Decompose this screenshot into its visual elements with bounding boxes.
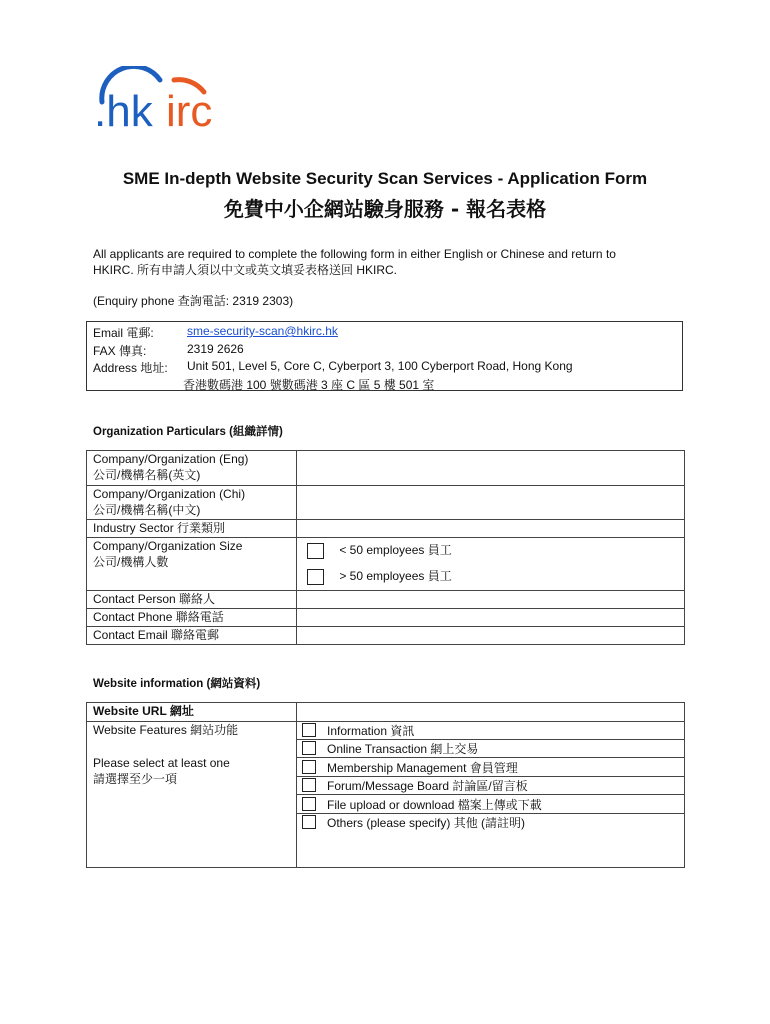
feature-membership-checkbox[interactable] (302, 760, 316, 774)
feature-online-transaction-checkbox[interactable] (302, 741, 316, 755)
website-table (86, 702, 685, 868)
feature-row[interactable] (297, 740, 684, 758)
logo-text-irc: irc (166, 87, 213, 136)
address-line-2: 香港數碼港 100 號數碼港 3 座 C 區 5 樓 501 室 (183, 378, 435, 392)
intro-line-1: All applicants are required to complete the following form in either English or Chinese and return to (93, 247, 616, 261)
feature-row[interactable] (297, 814, 684, 832)
company-eng-label-en: Company/Organization (Eng) (93, 452, 249, 466)
feature-row[interactable] (297, 796, 684, 814)
hkirc-logo (92, 66, 242, 138)
size-options-cell (297, 538, 685, 591)
contact-person-label: Contact Person 聯絡人 (87, 591, 297, 609)
contact-info-box (86, 321, 683, 391)
feature-information-checkbox[interactable] (302, 723, 316, 737)
size-option-small[interactable] (307, 542, 452, 559)
industry-field[interactable] (297, 520, 685, 538)
size-option-large-label: > 50 employees 員工 (339, 569, 452, 583)
industry-label: Industry Sector 行業類別 (87, 520, 297, 538)
company-chi-field[interactable] (297, 486, 685, 520)
website-url-field[interactable] (297, 703, 685, 722)
organization-table (86, 450, 685, 645)
size-label-en: Company/Organization Size (93, 539, 243, 553)
feature-others-checkbox[interactable] (302, 815, 316, 829)
address-line-1: Unit 501, Level 5, Core C, Cyberport 3, 100 Cyberport Road, Hong Kong (187, 359, 573, 373)
company-chi-label-zh: 公司/機構名稱(中文) (93, 503, 201, 517)
intro-line-2: HKIRC. 所有申請人須以中文或英文填妥表格送回 HKIRC. (93, 263, 398, 277)
feature-forum-checkbox[interactable] (302, 778, 316, 792)
intro-text (93, 246, 683, 278)
feature-file-checkbox[interactable] (302, 797, 316, 811)
contact-phone-label: Contact Phone 聯絡電話 (87, 609, 297, 627)
size-large-checkbox[interactable] (307, 569, 324, 585)
feature-others-label: Others (please specify) 其他 (請註明) (327, 816, 526, 830)
select-note-en: Please select at least one (93, 756, 230, 770)
form-title-chinese: 免費中小企網站驗身服務 - 報名表格 (223, 197, 547, 221)
contact-email-label: Contact Email 聯絡電郵 (87, 627, 297, 645)
company-eng-field[interactable] (297, 451, 685, 486)
website-features-label: Website Features 網站功能 (93, 723, 239, 737)
contact-email-field[interactable] (297, 627, 685, 645)
organization-section-title: Organization Particulars (組織詳情) (93, 426, 283, 438)
website-features-cell (297, 722, 685, 868)
size-option-large[interactable] (307, 568, 452, 585)
email-link[interactable]: sme-security-scan@hkirc.hk (187, 324, 338, 338)
feature-membership-label: Membership Management 會員管理 (327, 761, 518, 775)
feature-online-transaction-label: Online Transaction 網上交易 (327, 742, 479, 756)
feature-row[interactable] (297, 759, 684, 777)
contact-phone-field[interactable] (297, 609, 685, 627)
logo-text-hk: .hk (94, 87, 153, 136)
feature-file-label: File upload or download 檔案上傳或下載 (327, 798, 542, 812)
size-small-checkbox[interactable] (307, 543, 324, 559)
feature-forum-label: Forum/Message Board 討論區/留言板 (327, 779, 528, 793)
select-note-zh: 請選擇至少一項 (93, 772, 178, 786)
company-chi-label-en: Company/Organization (Chi) (93, 487, 246, 501)
fax-value: 2319 2626 (187, 342, 244, 356)
feature-information-label: Information 資訊 (327, 724, 415, 738)
fax-label: FAX 傳真: (93, 344, 147, 358)
email-label: Email 電郵: (93, 326, 154, 340)
contact-person-field[interactable] (297, 591, 685, 609)
form-title-english: SME In-depth Website Security Scan Services - Application Form (122, 169, 648, 188)
address-label: Address 地址: (93, 361, 168, 375)
company-chi-label (87, 486, 297, 520)
feature-row[interactable] (297, 777, 684, 795)
website-features-label-cell (87, 722, 297, 868)
company-eng-label-zh: 公司/機構名稱(英文) (93, 468, 201, 482)
enquiry-phone: (Enquiry phone 查詢電話: 2319 2303) (93, 294, 294, 308)
size-option-small-label: < 50 employees 員工 (339, 543, 452, 557)
website-url-label: Website URL 網址 (87, 703, 297, 722)
company-eng-label (87, 451, 297, 486)
size-label-zh: 公司/機構人數 (93, 555, 169, 569)
website-section-title: Website information (網站資料) (93, 678, 261, 690)
size-label (87, 538, 297, 591)
feature-row[interactable] (297, 722, 684, 740)
